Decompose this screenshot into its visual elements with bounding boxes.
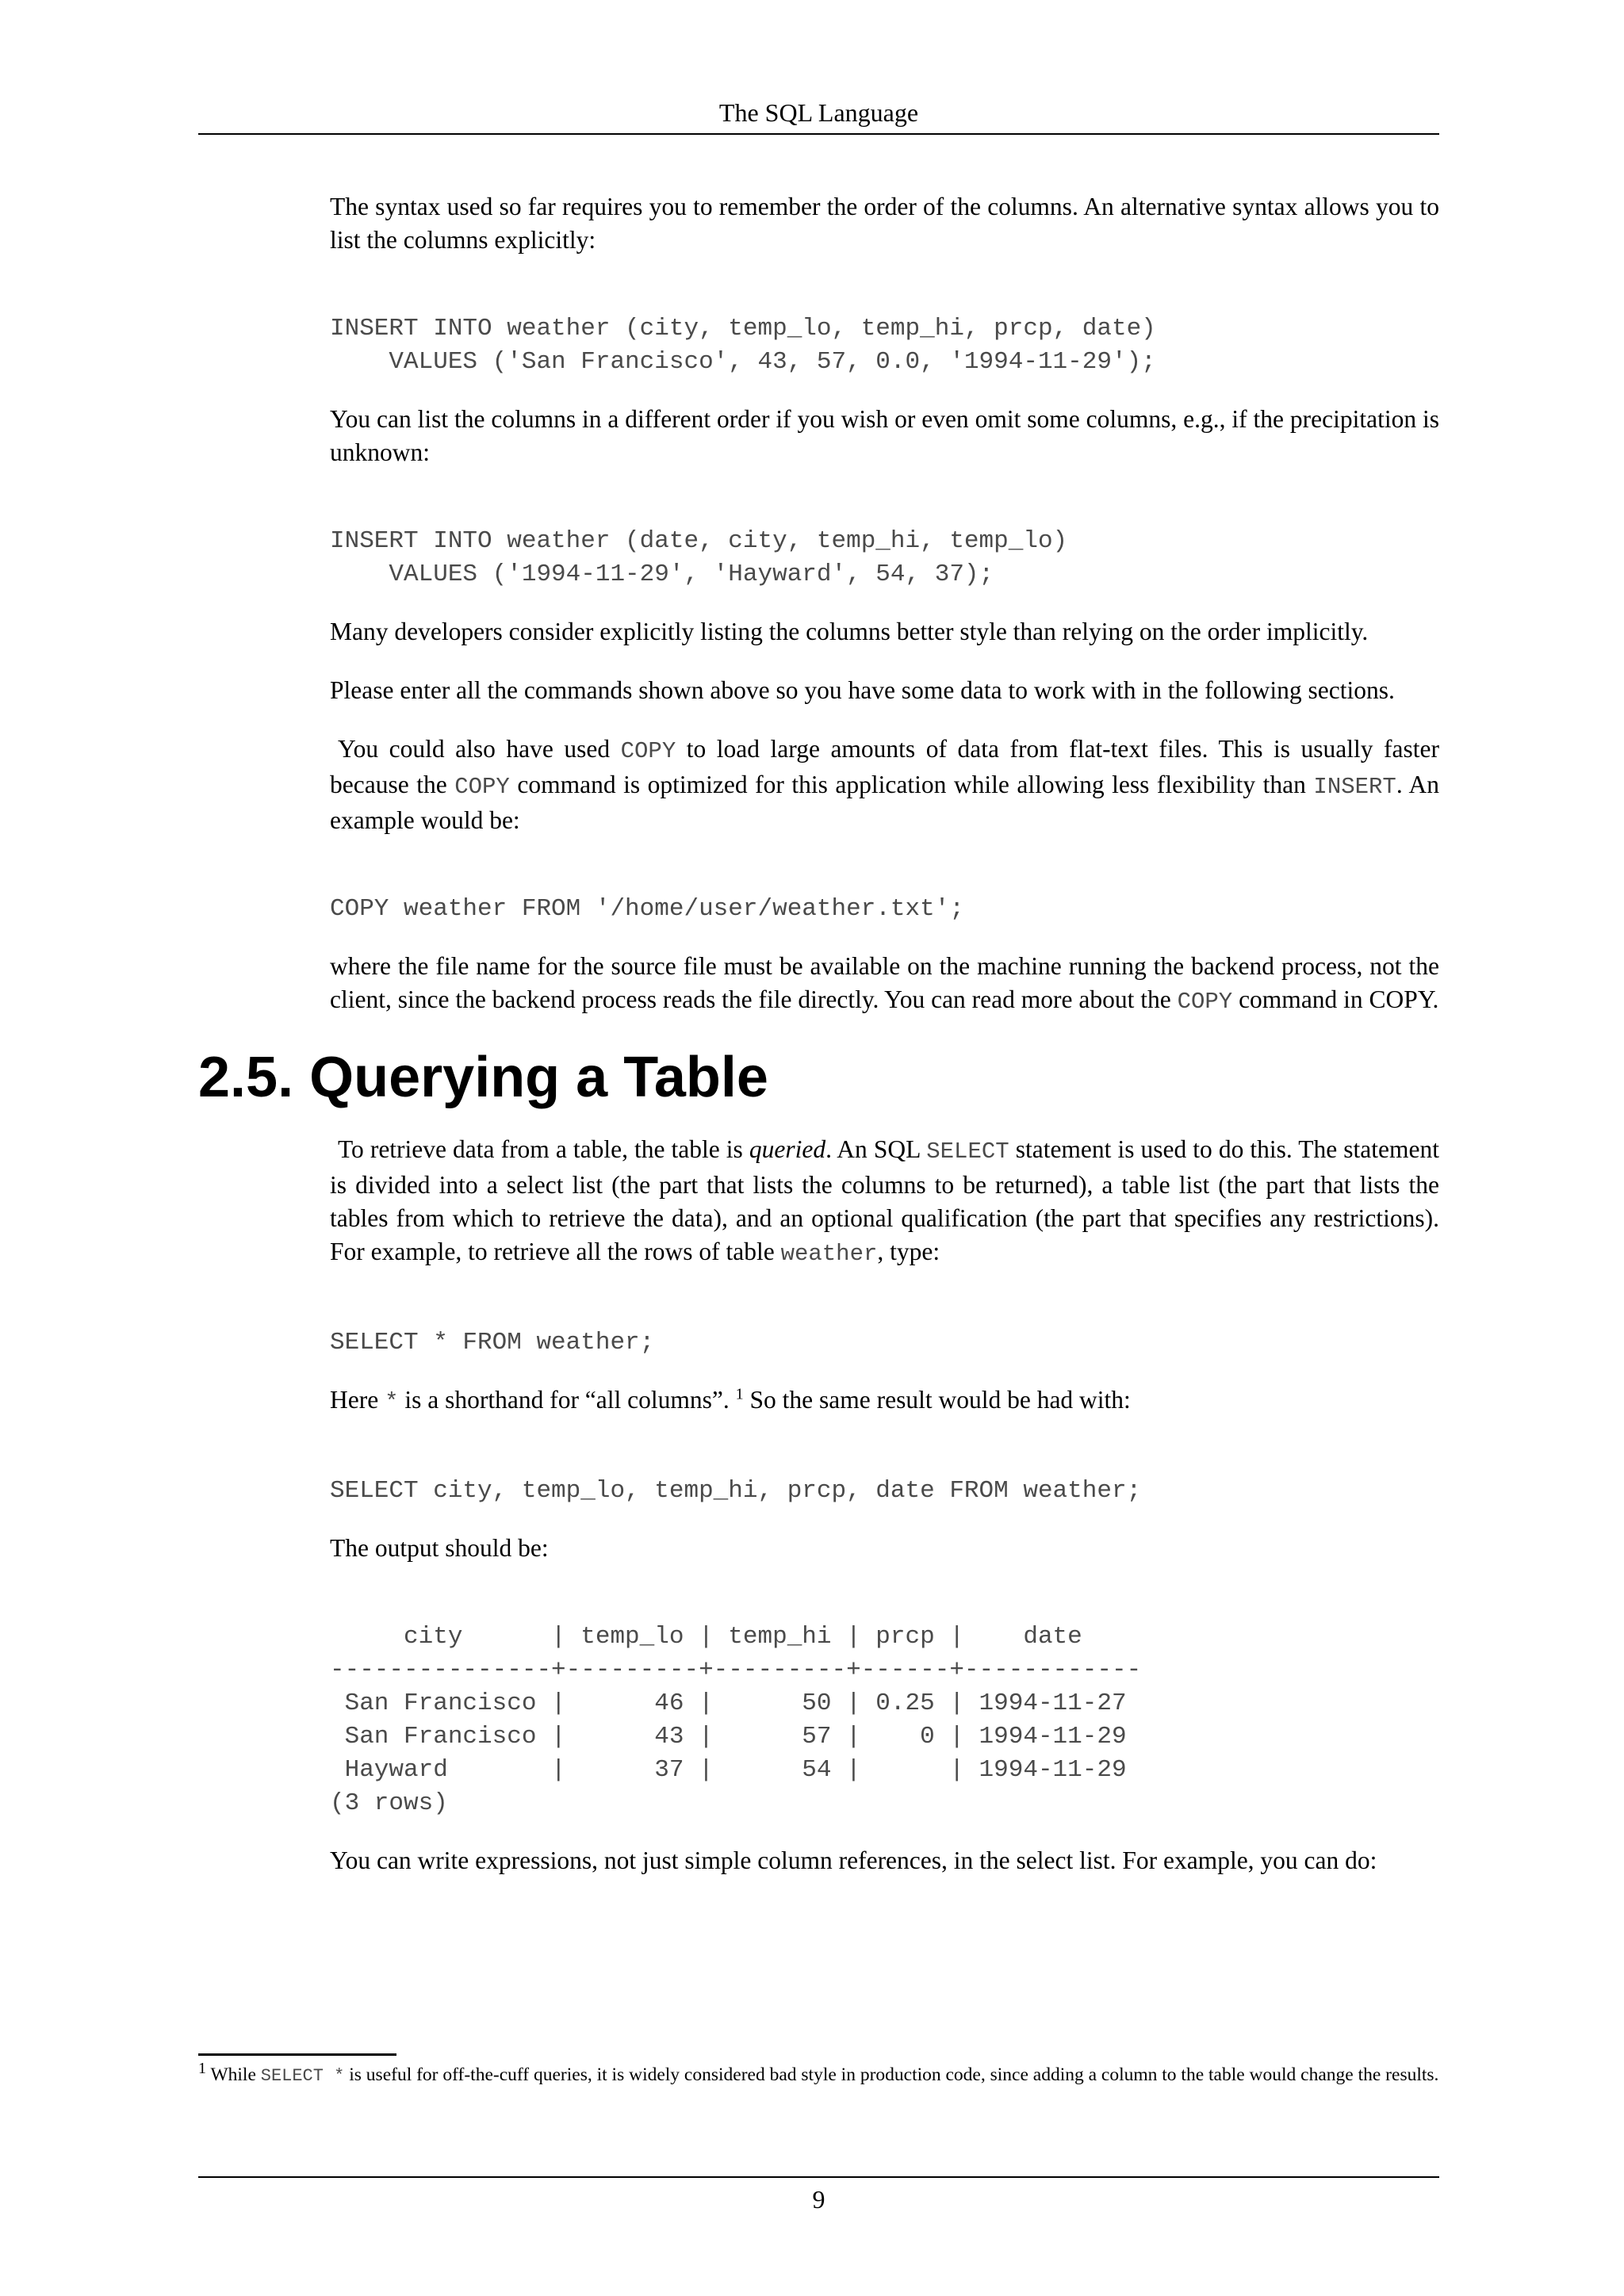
text: , type: bbox=[877, 1238, 940, 1265]
paragraph-syntax-order: The syntax used so far requires you to remember the order of the columns. An alternative syntax allows you to list the columns explicitly: bbox=[330, 193, 1439, 254]
inline-code: * bbox=[385, 1389, 399, 1415]
text: So the same result would be had with: bbox=[743, 1386, 1131, 1414]
inline-code: SELECT bbox=[926, 1138, 1009, 1165]
footnote-marker: 1 bbox=[198, 2060, 206, 2078]
footer-divider bbox=[198, 2176, 1439, 2178]
inline-code: COPY bbox=[1177, 989, 1233, 1015]
code-copy-weather: COPY weather FROM '/home/user/weather.txt'; bbox=[330, 895, 964, 923]
text: Here bbox=[330, 1386, 385, 1414]
inline-code: weather bbox=[780, 1241, 878, 1267]
text: is a shorthand for “all columns”. bbox=[398, 1386, 736, 1414]
text: command in COPY. bbox=[1232, 985, 1439, 1013]
text: to load large amounts of data from flat-text files. This is usually faster because the bbox=[330, 735, 1439, 798]
page-content bbox=[198, 190, 1439, 1903]
code-select-star: SELECT * FROM weather; bbox=[330, 1329, 655, 1357]
paragraph-retrieve-data bbox=[330, 1133, 1439, 1271]
code-insert-explicit-columns: INSERT INTO weather (city, temp_lo, temp_hi, prcp, date) VALUES ('San Francisco', 43, 57, 0.0, '1994-11-29'); bbox=[330, 315, 1156, 376]
text: is useful for off-the-cuff queries, it is widely considered bad style in production code, since adding a column to the table would change the results. bbox=[344, 2064, 1439, 2085]
text: While bbox=[206, 2064, 261, 2085]
inline-code: INSERT bbox=[1313, 774, 1396, 800]
inline-code: COPY bbox=[454, 774, 510, 800]
text: You could also have used bbox=[338, 735, 621, 763]
footnote bbox=[198, 2061, 1439, 2090]
text: where the file name for the source file must be available on the machine running the backend process, not the client, since the backend process reads the file directly. You can read more about the bbox=[330, 952, 1439, 1013]
paragraph-expressions: You can write expressions, not just simple column references, in the select list. For example, you can do: bbox=[330, 1846, 1377, 1874]
paragraph-file-name bbox=[330, 950, 1439, 1019]
text: statement is used to do this. The statement is divided into a select list (the part that lists the columns to be returned), a table list (the part that lists the tables from which to retrieve the data), and an optional qualification (the part that specifies any restrictions). For example, to retrieve all the rows of table bbox=[330, 1135, 1439, 1265]
paragraph-copy bbox=[330, 733, 1439, 837]
paragraph-style-note: Many developers consider explicitly listing the columns better style than relying on the order implicitly. bbox=[330, 618, 1369, 645]
text: . An example would be: bbox=[330, 771, 1439, 834]
inline-code: COPY bbox=[620, 738, 676, 764]
text: . An SQL bbox=[825, 1135, 927, 1163]
inline-code: SELECT * bbox=[260, 2066, 345, 2086]
paragraph-enter-commands: Please enter all the commands shown above so you have some data to work with in the following sections. bbox=[330, 676, 1395, 704]
paragraph-column-order: You can list the columns in a different order if you wish or even omit some columns, e.g., if the precipitation is unknown: bbox=[330, 405, 1439, 466]
code-insert-hayward: INSERT INTO weather (date, city, temp_hi, temp_lo) VALUES ('1994-11-29', 'Hayward', 54, 37); bbox=[330, 527, 1068, 588]
code-query-output: city | temp_lo | temp_hi | prcp | date ---------------+---------+---------+------+------------ San Francisco | 46 | 50 | 0.25 | 1994-11-27 San Francisco | 43 | 57 | 0 | 1994-11-29 Hayward | 37 | 54 | | 1994-11-29 (3 rows) bbox=[330, 1623, 1142, 1817]
page-number: 9 bbox=[812, 2185, 825, 2214]
text: command is optimized for this application while allowing less flexibility than bbox=[509, 771, 1314, 798]
text: To retrieve data from a table, the table is bbox=[338, 1135, 749, 1163]
footnote-divider bbox=[198, 2053, 396, 2056]
running-header: The SQL Language bbox=[198, 94, 1439, 135]
footnote-ref[interactable]: 1 bbox=[735, 1385, 744, 1403]
section-heading: 2.5. Querying a Table bbox=[198, 1046, 768, 1109]
code-select-columns: SELECT city, temp_lo, temp_hi, prcp, date FROM weather; bbox=[330, 1477, 1142, 1505]
paragraph-shorthand bbox=[330, 1383, 1439, 1419]
paragraph-output-intro: The output should be: bbox=[330, 1534, 549, 1562]
emphasis: queried bbox=[749, 1135, 826, 1163]
